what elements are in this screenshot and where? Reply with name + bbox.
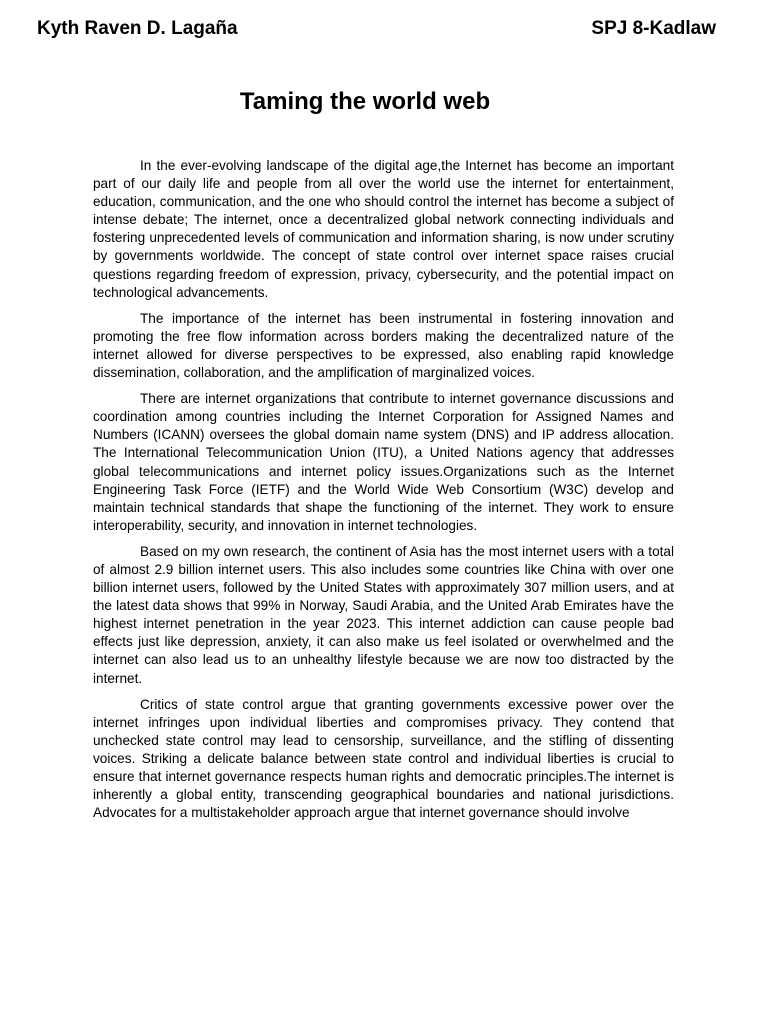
author-name: Kyth Raven D. Lagaña [37, 18, 238, 39]
class-section: SPJ 8-Kadlaw [591, 18, 716, 39]
paragraph-1: In the ever-evolving landscape of the digital age,the Internet has become an important part of our daily life and people from all over the world use the internet for entertainment, education, communication, and the one who should control the internet has become a subject of intense debate; The internet, once a decentralized global network connecting individuals and fostering unprecedented levels of communication and information sharing, is now under scrutiny by governments worldwide. The concept of state control over internet space raises crucial questions regarding freedom of expression, privacy, cybersecurity, and the potential impact on technological advancements. [93, 158, 674, 300]
document-body [93, 157, 674, 830]
paragraph-4: Based on my own research, the continent of Asia has the most internet users with a total of almost 2.9 billion internet users. This also includes some countries like China with over one billion internet users, followed by the United States with approximately 307 million users, and at the latest data shows that 99% in Norway, Saudi Arabia, and the United Arab Emirates have the highest internet penetration in the year 2023. This internet addiction can cause people bad effects just like depression, anxiety, it can also make us feel isolated or overwhelmed and the internet can also lead us to an unhealthy lifestyle because we are now too distracted by the internet. [93, 543, 674, 686]
document-title: Taming the world web [239, 88, 491, 115]
paragraph-5: Critics of state control argue that granting governments excessive power over the internet infringes upon individual liberties and compromises privacy. They contend that unchecked state control may lead to censorship, surveillance, and the stifling of dissenting voices. Striking a delicate balance between state control and individual liberties is crucial to ensure that internet governance respects human rights and democratic principles.The internet is inherently a global entity, transcending geographical boundaries and national jurisdictions. Advocates for a multistakeholder approach argue that internet governance should involve [93, 696, 674, 821]
paragraph-3: There are internet organizations that contribute to internet governance discussions and coordination among countries including the Internet Corporation for Assigned Names and Numbers (ICANN) oversees the global domain name system (DNS) and IP address allocation. The International Telecommunication Union (ITU), a United Nations agency that addresses global telecommunications and internet policy issues.Organizations such as the Internet Engineering Task Force (IETF) and the World Wide Web Consortium (W3C) develop and maintain technical standards that shape the functioning of the internet. They work to ensure interoperability, security, and innovation in internet technologies. [93, 391, 674, 533]
page-header [37, 18, 716, 40]
paragraph-2: The importance of the internet has been instrumental in fostering innovation and promoting the free flow information across borders making the decentralized nature of the internet allowed for diverse perspectives to be expressed, also enabling rapid knowledge dissemination, collaboration, and the amplification of marginalized voices. [93, 310, 674, 381]
